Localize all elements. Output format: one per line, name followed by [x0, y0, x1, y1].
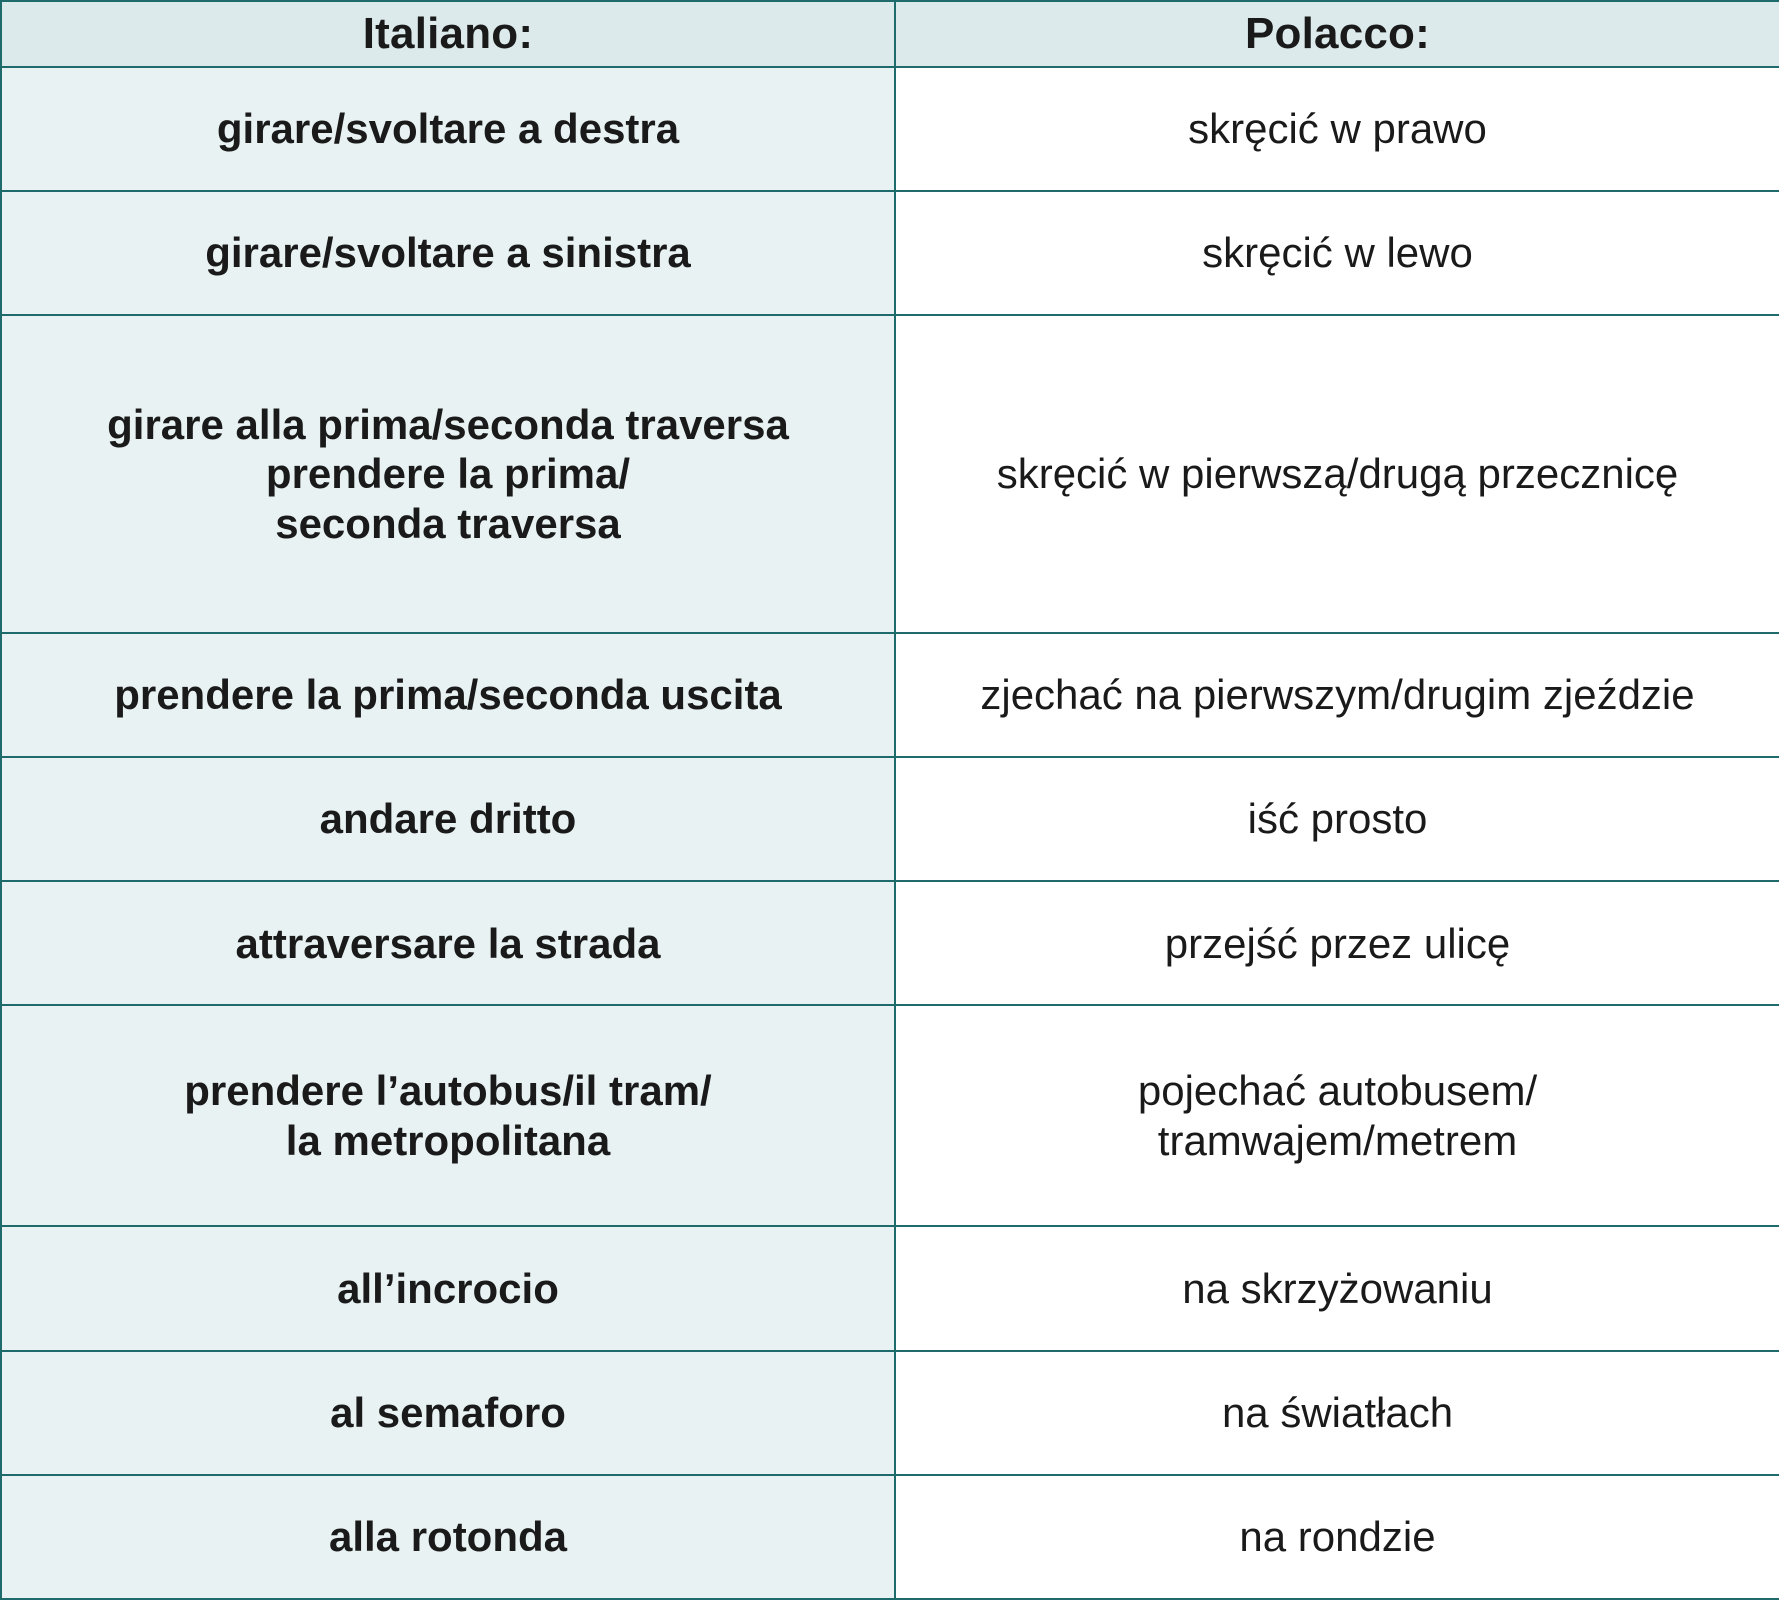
cell-italian: andare dritto — [1, 757, 895, 881]
table-header-row — [1, 1, 1779, 67]
cell-polish: skręcić w prawo — [895, 67, 1779, 191]
cell-italian: all’incrocio — [1, 1226, 895, 1350]
cell-polish: skręcić w lewo — [895, 191, 1779, 315]
cell-italian: girare/svoltare a destra — [1, 67, 895, 191]
cell-italian: prendere la prima/seconda uscita — [1, 633, 895, 757]
cell-line: girare alla prima/seconda traversa — [107, 400, 789, 448]
table-body — [1, 67, 1779, 1599]
cell-line: prendere l’autobus/il tram/ — [184, 1067, 712, 1115]
cell-polish: skręcić w pierwszą/drugą przecznicę — [895, 315, 1779, 633]
table-row — [1, 757, 1779, 881]
table-row — [1, 191, 1779, 315]
cell-polish: na skrzyżowaniu — [895, 1226, 1779, 1350]
table-row — [1, 315, 1779, 633]
table-row — [1, 1226, 1779, 1350]
cell-line: pojechać autobusem/ — [1137, 1067, 1538, 1115]
table-header — [1, 1, 1779, 67]
cell-line: prendere la prima/ — [265, 450, 631, 498]
cell-italian — [1, 1005, 895, 1226]
cell-italian: al semaforo — [1, 1351, 895, 1475]
table-row — [1, 67, 1779, 191]
cell-polish: iść prosto — [895, 757, 1779, 881]
table-row — [1, 1475, 1779, 1599]
cell-polish: przejść przez ulicę — [895, 881, 1779, 1005]
table-row — [1, 1005, 1779, 1226]
column-header-italian: Italiano: — [1, 1, 895, 67]
cell-italian: attraversare la strada — [1, 881, 895, 1005]
cell-italian: girare/svoltare a sinistra — [1, 191, 895, 315]
cell-polish: na światłach — [895, 1351, 1779, 1475]
table-row — [1, 1351, 1779, 1475]
column-header-polish: Polacco: — [895, 1, 1779, 67]
cell-polish: na rondzie — [895, 1475, 1779, 1599]
cell-italian: alla rotonda — [1, 1475, 895, 1599]
cell-line: seconda traversa — [275, 499, 621, 547]
cell-polish — [895, 1005, 1779, 1226]
cell-polish: zjechać na pierwszym/drugim zjeździe — [895, 633, 1779, 757]
table-row — [1, 633, 1779, 757]
table-row — [1, 881, 1779, 1005]
cell-line: tramwajem/metrem — [1157, 1116, 1518, 1164]
cell-line: la metropolitana — [285, 1116, 611, 1164]
cell-italian — [1, 315, 895, 633]
